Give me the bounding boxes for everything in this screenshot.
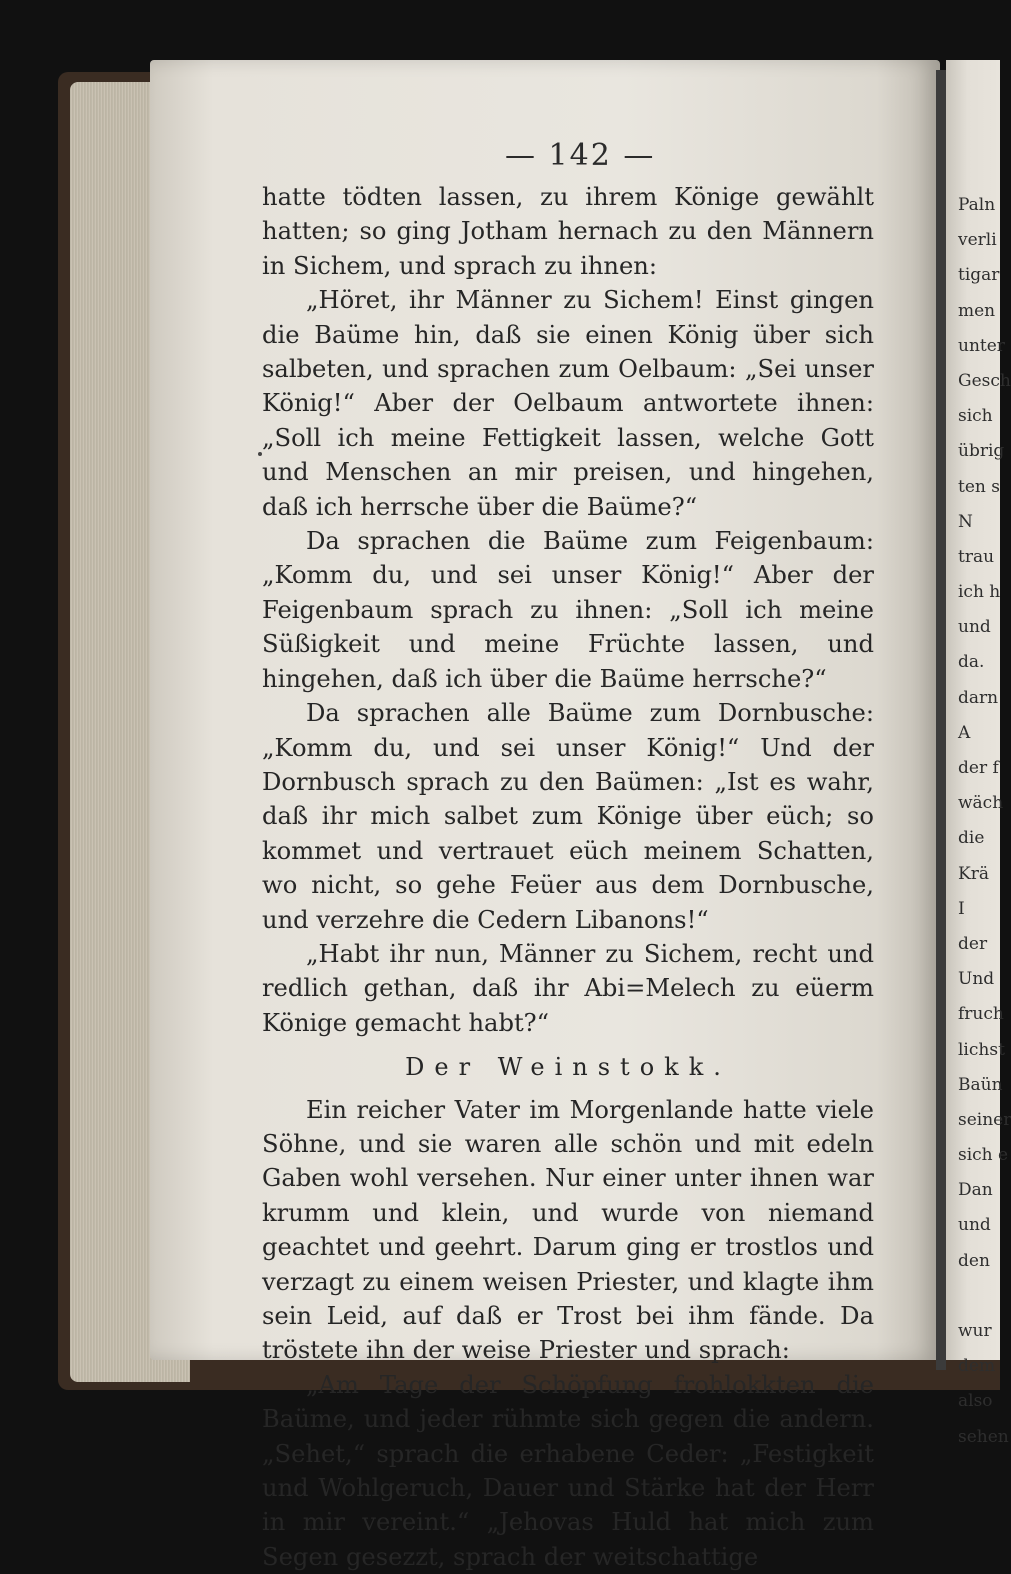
paragraph: hatte tödten lassen, zu ihrem Könige gewählt hatten; so ging Jotham hernach zu den Männern in Sichem, und sprach zu ihnen: — [262, 183, 874, 280]
margin-word: also — [958, 1391, 993, 1412]
margin-word: lichst — [958, 1039, 1005, 1060]
margin-word: tigar — [958, 265, 1000, 286]
margin-word: ten s — [958, 476, 1000, 497]
paragraph: Da sprachen die Baüme zum Feigenbaum: „Komm du, und sei unser König!“ Aber der Feigenbaum sprach zu ihnen: „Soll ich meine Süßigkeit und meine Früchte lassen, und hingehen, daß ich über die Baüme herrsche?“ — [262, 527, 874, 693]
margin-word: dem — [958, 1356, 996, 1377]
margin-word: der f — [958, 758, 999, 778]
margin-word: Baün — [958, 1074, 1003, 1095]
margin-word: da. — [958, 652, 985, 673]
margin-word: der — [958, 933, 988, 954]
margin-word: Dan — [958, 1180, 993, 1201]
margin-word: seiner — [958, 1109, 1011, 1130]
margin-word: wäch — [958, 793, 1004, 814]
margin-word: Paln — [958, 195, 996, 215]
margin-word: sich e — [958, 1145, 1009, 1166]
margin-word: übrig — [958, 441, 1005, 462]
margin-word — [958, 1279, 1000, 1314]
margin-word: men — [958, 300, 996, 321]
margin-word: die — [958, 828, 985, 849]
book-gutter — [936, 70, 946, 1370]
margin-word: fruch — [958, 1004, 1004, 1025]
margin-word: und — [958, 1215, 991, 1236]
section-heading: Der Weinstokk. — [405, 1053, 731, 1082]
paragraph: Da sprachen alle Baüme zum Dornbusche: „Komm du, und sei unser König!“ Und der Dornbusch sprach zu den Baümen: „Ist es wahr, daß ihr mich salbet zum Könige über eüch; so kommet und vertrauet eüch meinem Schatten, wo nicht, so gehe Feüer aus dem Dornbusche, und verzehre die Cedern Libanons!“ — [262, 699, 874, 934]
margin-word: N — [958, 511, 973, 532]
page-number: — 142 — — [505, 138, 656, 173]
margin-word: und — [958, 617, 991, 638]
paragraph: Ein reicher Vater im Morgenlande hatte viele Söhne, und sie waren alle schön und mit edeln Gaben wohl versehen. Nur einer unter ihnen war krumm und klein, und wurde von niemand geachtet und geehrt. Darum ging er trostlos und verzagt zu einem weisen Priester, und klagte ihm sein Leid, auf daß er Trost bei ihm fände. Da tröstete ihn der weise Priester und sprach: — [262, 1095, 874, 1365]
margin-word: den — [958, 1250, 990, 1271]
margin-word: Krä — [958, 863, 989, 884]
margin-word: ich h — [958, 582, 1001, 603]
margin-word: trau — [958, 546, 995, 567]
paragraph: „Habt ihr nun, Männer zu Sichem, recht und redlich gethan, daß ihr Abi=Melech zu eüerm Könige gemacht habt?“ — [262, 939, 874, 1037]
margin-word: verli — [958, 230, 997, 251]
margin-word: Gesch — [958, 370, 1011, 391]
margin-word: sich — [958, 406, 993, 427]
margin-word: wur — [958, 1321, 992, 1341]
page-text — [262, 180, 874, 1574]
margin-word: Und — [958, 969, 995, 990]
next-page-fragments — [958, 188, 1011, 1455]
paragraph: „Am Tage der Schöpfung frohlokkten die Baüme, und jeder rühmte sich gegen die andern. „Sehet,“ sprach die erhabene Ceder: „Festigkeit und Wohlgeruch, Dauer und Stärke hat der Herr in mir vereint.“ „Jehovas Huld hat mich zum Segen gesezzt, sprach der weitschattige — [262, 1370, 874, 1571]
margin-word: A — [958, 722, 971, 743]
margin-word: darn — [958, 687, 999, 708]
paragraph: „Höret, ihr Männer zu Sichem! Einst gingen die Baüme hin, daß sie einen König über sich salbeten, und sprachen zum Oelbaum: „Sei unser König!“ Aber der Oelbaum antwortete ihnen: „Soll ich meine Fettigkeit lassen, welche Gott und Menschen an mir preisen, und hingehen, daß ich herrsche über die Baüme?“ — [262, 286, 874, 521]
margin-word: sehen — [958, 1426, 1009, 1447]
margin-word: I — [958, 898, 965, 919]
margin-word: unter — [958, 335, 1005, 356]
